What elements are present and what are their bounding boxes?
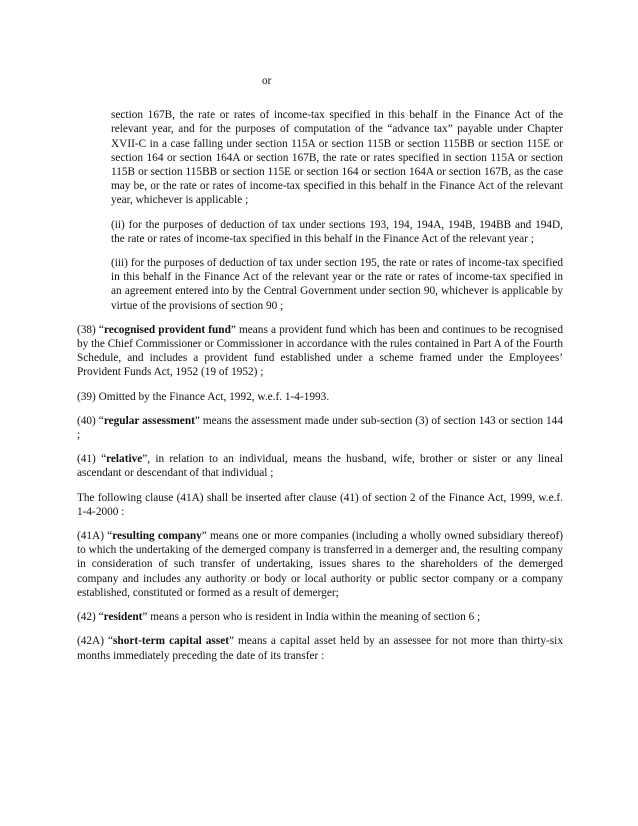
indented-paragraph-ii: (ii) for the purposes of deduction of tax under sections 193, 194, 194A, 194B, 194BB and 194D, the rate or rates of income-tax specified in this behalf in the Finance Act of the relevant year ; xyxy=(111,218,563,245)
clause-42a-term: short-term capital asset xyxy=(113,635,229,648)
insertion-note: The following clause (41A) shall be inserted after clause (41) of section 2 of the Finance Act, 1999, w.e.f. 1-4-2000 : xyxy=(77,491,563,518)
clause-42a-text: ” means a capital asset held by an assessee for not more than thirty-six months immediately preceding the date of its transfer : xyxy=(77,635,563,662)
clause-41a-term: resulting company xyxy=(112,530,202,543)
indented-paragraph-iii: (iii) for the purposes of deduction of tax under section 195, the rate or rates of income-tax specified in this behalf in the Finance Act of the relevant year or the rate or rates of income-tax specified in an agreement entered into by the Central Government under section 90, whichever is applicable by virtue of the provisions of section 90 ; xyxy=(111,257,563,312)
clause-38-number: (38) “ xyxy=(77,323,104,336)
clause-42a-number: (42A) “ xyxy=(77,635,114,648)
clause-40-term: regular assessment xyxy=(103,414,195,427)
clause-42-number: (42) “ xyxy=(77,611,104,624)
indented-paragraph-1: section 167B, the rate or rates of income-tax specified in this behalf in the Finance Act of the relevant year, and for the purposes of computation of the “advance tax” payable under Chapter XVII-C in a case falling under section 115A or section 115B or section 115BB or section 115E or section 164 or section 164A or section 167B, the rate or rates specified in section 115A or section 115B or section 115BB or section 115E or section 164 or section 164A or section 167B, as the case may be, or the rate or rates of income-tax specified in this behalf in the Finance Act of the relevant year, whichever is applicable ; xyxy=(111,109,563,207)
clause-41a-number: (41A) “ xyxy=(77,530,113,543)
or-separator: or xyxy=(262,75,272,87)
indented-block xyxy=(111,108,563,313)
clause-41a-text: ” means one or more companies (including a wholly owned subsidiary thereof) to which the undertaking of the demerged company is transferred in a demerger and, the resulting company in consideration of such transfer of undertaking, issues shares to the shareholders of the demerged company and includes any authority or body or local authority or public sector company or a company established, constituted or formed as a result of demerger; xyxy=(77,530,564,599)
clause-41-number: (41) “ xyxy=(77,453,107,466)
document-page xyxy=(77,74,563,673)
clause-38 xyxy=(77,323,563,380)
clause-39: (39) Omitted by the Finance Act, 1992, w.e.f. 1-4-1993. xyxy=(77,390,330,403)
clause-42-term: resident xyxy=(103,611,143,624)
clause-40-number: (40) “ xyxy=(77,414,104,427)
clause-42 xyxy=(77,610,563,624)
clause-42-text: ” means a person who is resident in India within the meaning of section 6 ; xyxy=(142,611,481,624)
clause-41 xyxy=(77,452,563,480)
clause-41-term: relative xyxy=(106,453,143,466)
clause-40-text: ” means the assessment made under sub-section (3) of section 143 or section 144 ; xyxy=(77,414,563,442)
clause-42a xyxy=(77,634,563,662)
clause-40 xyxy=(77,414,563,442)
clause-38-term: recognised provident fund xyxy=(103,323,231,336)
clause-41a xyxy=(77,529,563,600)
clause-41-text: ”, in relation to an individual, means the husband, wife, brother or sister or any lineal ascendant or descendant of that individual ; xyxy=(77,453,563,480)
clause-38-text: ” means a provident fund which has been and continues to be recognised by the Chief Commissioner or Commissioner in accordance with the rules contained in Part A of the Fourth Schedule, and includes a provident fund established under a scheme framed under the Employees’ Provident Funds Act, 1952 (19 of 1952) ; xyxy=(77,323,563,379)
